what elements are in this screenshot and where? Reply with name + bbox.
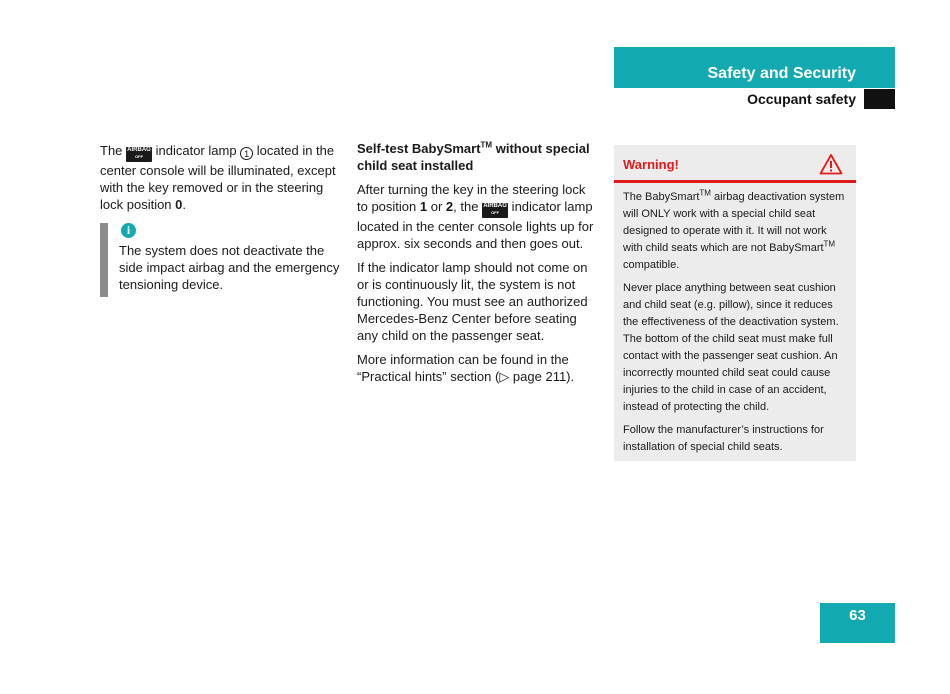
warning-header — [614, 145, 856, 183]
airbag-off-icon — [482, 203, 508, 218]
text-run: After turning the key in the steering lock to position — [357, 182, 586, 214]
section-header — [614, 47, 895, 88]
callout-marker: 1 — [240, 147, 253, 160]
trademark: TM — [699, 188, 711, 198]
icon-label: AIRBAG — [483, 203, 507, 209]
subsection-header — [614, 89, 895, 109]
text-run: , the — [453, 199, 483, 214]
key-position: 0 — [175, 197, 183, 212]
paragraph: Follow the manufacturer’s instructions for installation of special child seats. — [623, 424, 824, 453]
icon-sublabel: OFF — [491, 210, 500, 215]
text-run: without special child seat installed — [357, 141, 590, 173]
note-bar — [100, 223, 108, 297]
icon-label: AIRBAG — [127, 147, 151, 153]
text-run: The BabySmart — [623, 191, 700, 203]
paragraph — [357, 181, 599, 252]
text-run: . — [182, 197, 187, 212]
trademark: TM — [823, 239, 836, 249]
text-run: indicator lamp — [152, 143, 241, 158]
text-run: airbag deactivation system will ONLY work with a special child seat designed to operate with it. It will not work with child seats which are not BabySmart — [623, 191, 845, 254]
paragraph: If the indicator lamp should not come on or is continuously lit, the system is not functioning. You must see an authorized Mercedes-Benz Center before seating any child on the passenger seat. — [357, 260, 588, 343]
text-run: or — [427, 199, 446, 214]
warning-title: Warning! — [623, 157, 679, 172]
icon-sublabel: OFF — [135, 154, 144, 159]
airbag-off-icon — [126, 147, 152, 162]
text-run: compatible. — [623, 259, 680, 271]
warning-box — [614, 145, 856, 461]
paragraph — [100, 142, 342, 213]
text-run: The — [100, 143, 127, 158]
note-text: The system does not deactivate the side impact airbag and the emergency tensioning device. — [119, 243, 340, 292]
text-run: indicator lamp located in the center console lights up for approx. six seconds and then goes out. — [357, 199, 594, 251]
paragraph — [623, 189, 847, 274]
paragraph: More information can be found in the “Practical hints” section (▷ page 211). — [357, 352, 575, 384]
section-title: Safety and Security — [707, 65, 856, 82]
key-position: 1 — [419, 199, 428, 214]
info-icon: i — [121, 223, 136, 238]
text-run: located in the center console will be illuminated, except with the key removed or in the steering lock position — [100, 143, 336, 212]
middle-column — [357, 140, 599, 392]
left-column — [100, 142, 342, 220]
subsection-title: Occupant safety — [747, 91, 856, 107]
key-position: 2 — [445, 199, 454, 214]
info-note — [100, 223, 342, 297]
subsection-marker — [864, 89, 895, 109]
trademark: TM — [480, 140, 493, 150]
text-run: Self-test BabySmart — [357, 141, 481, 156]
paragraph: Never place anything between seat cushion and child seat (e.g. pillow), since it reduces the effectiveness of the deactivation system. The bottom of the child seat must make full contact with the passenger seat cushion. An incorrectly mounted child seat could cause injuries to the child in case of an accident, instead of protecting the child. — [623, 282, 839, 413]
warning-body — [614, 183, 856, 456]
warning-triangle-icon — [819, 153, 843, 175]
section-heading — [357, 140, 599, 174]
page-number: 63 — [820, 603, 895, 643]
